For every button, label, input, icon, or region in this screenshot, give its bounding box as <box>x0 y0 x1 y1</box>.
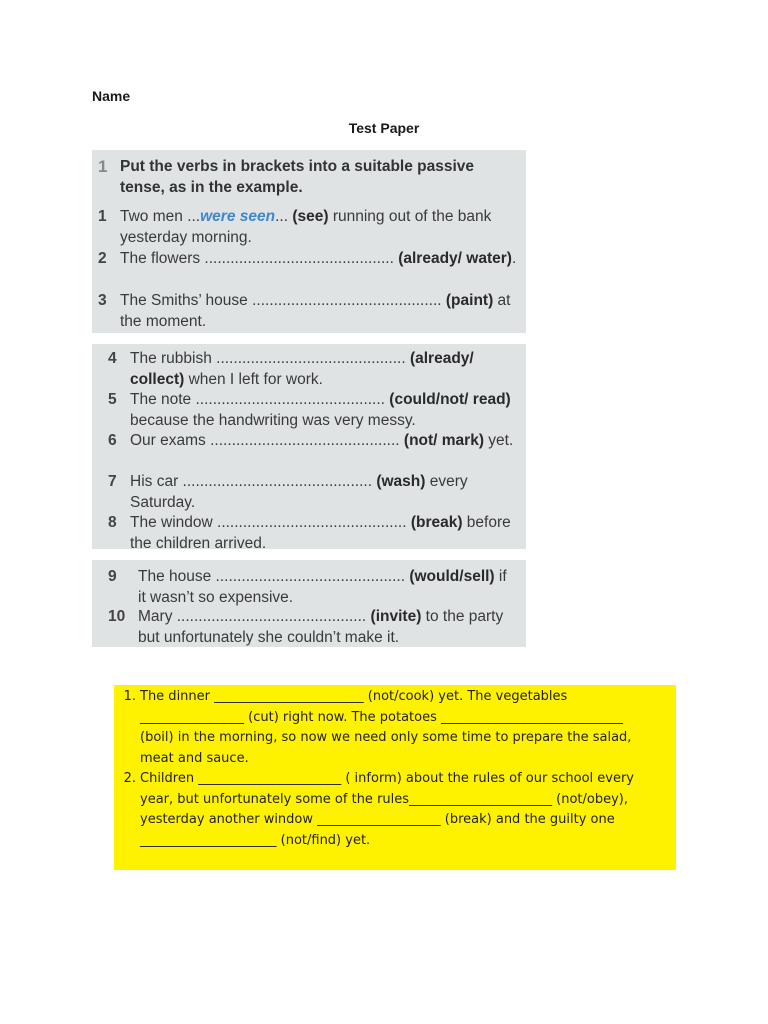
item-text <box>138 566 518 608</box>
item-pre: The house ............................................ <box>138 568 410 585</box>
item-verb: (see) <box>292 208 329 225</box>
item-verb: (paint) <box>445 292 494 309</box>
item-pre: Two men ... <box>120 208 201 225</box>
item-verb: (could/not/ read) <box>389 391 511 408</box>
yellow-item-text: The dinner _______________________ (not/cook) yet. The vegetables ________________ (cut) right now. The potatoes ____________________________ (boil) in the morning, so now we need only some time to prepare the salad, meat and sauce. <box>140 689 632 766</box>
yellow-exercise-box <box>114 685 676 870</box>
exercise-item <box>108 566 518 608</box>
item-number: 2 <box>98 250 107 267</box>
item-number: 3 <box>98 292 107 309</box>
name-label: Name <box>92 88 131 104</box>
exercise-instruction-row <box>98 156 520 198</box>
yellow-item-number: 2. <box>123 771 136 786</box>
item-post: at the moment. <box>120 292 511 330</box>
item-number: 4 <box>108 350 117 367</box>
exercise-instruction: Put the verbs in brackets into a suitable passive tense, as in the example. <box>120 158 475 196</box>
item-post: . <box>511 250 517 267</box>
exercise-scan-part-1 <box>92 150 526 333</box>
item-post: when I left for work. <box>184 371 323 388</box>
exercise-item <box>108 606 518 648</box>
item-pre: Mary ............................................ <box>138 608 371 625</box>
item-verb: (not/ mark) <box>403 432 484 449</box>
item-text <box>120 290 520 332</box>
item-post: before the children arrived. <box>130 514 511 552</box>
item-text <box>130 389 520 431</box>
exercise-item <box>108 348 520 390</box>
item-number: 8 <box>108 514 117 531</box>
item-text <box>130 471 520 513</box>
item-post: running out of the bank yesterday morning. <box>120 208 492 246</box>
exercise-item <box>108 471 520 513</box>
item-verb: (already/ water) <box>398 250 512 267</box>
exercise-item <box>108 430 520 451</box>
exercise-item <box>98 206 520 248</box>
exercise-item <box>108 389 520 431</box>
item-text <box>130 430 520 451</box>
item-number: 9 <box>108 568 117 585</box>
item-verb: (break) <box>410 514 463 531</box>
exercise-number: 1 <box>98 157 108 176</box>
yellow-item-text: Children ______________________ ( inform) about the rules of our school every year, but unfortunately some of the rules______________________ (not/obey), yesterday another window ___________________ (break) and the guilty one _____________________ (not/find) yet. <box>140 771 634 848</box>
exercise-item <box>98 248 520 269</box>
item-number: 6 <box>108 432 117 449</box>
exercise-scan-part-3 <box>92 560 526 647</box>
item-verb: (would/sell) <box>409 568 495 585</box>
item-pre: The window ............................................ <box>130 514 411 531</box>
item-number: 7 <box>108 473 117 490</box>
item-verb: (wash) <box>376 473 426 490</box>
item-post: to the party but unfortunately she couldn’t make it. <box>138 608 504 646</box>
yellow-item <box>114 687 655 769</box>
example-answer: were seen <box>200 208 276 225</box>
item-text <box>130 512 520 554</box>
item-post: every Saturday. <box>130 473 468 511</box>
item-pre: The flowers ............................................ <box>120 250 399 267</box>
item-text <box>120 206 520 248</box>
item-number: 1 <box>98 208 107 225</box>
item-post: if it wasn’t so expensive. <box>138 568 507 606</box>
item-verb: (invite) <box>370 608 422 625</box>
item-post: because the handwriting was very messy. <box>130 412 416 429</box>
item-pre: The rubbish ............................................ <box>130 350 410 367</box>
item-post: yet. <box>484 432 514 449</box>
exercise-item <box>98 290 520 332</box>
page-title: Test Paper <box>348 120 420 136</box>
item-text <box>130 348 520 390</box>
item-number: 5 <box>108 391 117 408</box>
item-pre: His car ............................................ <box>130 473 377 490</box>
yellow-item-number: 1. <box>123 689 136 704</box>
item-mid: ... <box>275 208 293 225</box>
exercise-item <box>108 512 520 554</box>
item-pre: Our exams ............................................ <box>130 432 404 449</box>
item-text <box>120 248 520 269</box>
item-text <box>138 606 518 648</box>
item-pre: The note ............................................ <box>130 391 390 408</box>
item-number: 10 <box>108 608 126 625</box>
yellow-item <box>114 769 655 851</box>
item-pre: The Smiths’ house ............................................ <box>120 292 446 309</box>
exercise-scan-part-2 <box>92 344 526 552</box>
item-verb: (already/ collect) <box>130 350 474 388</box>
